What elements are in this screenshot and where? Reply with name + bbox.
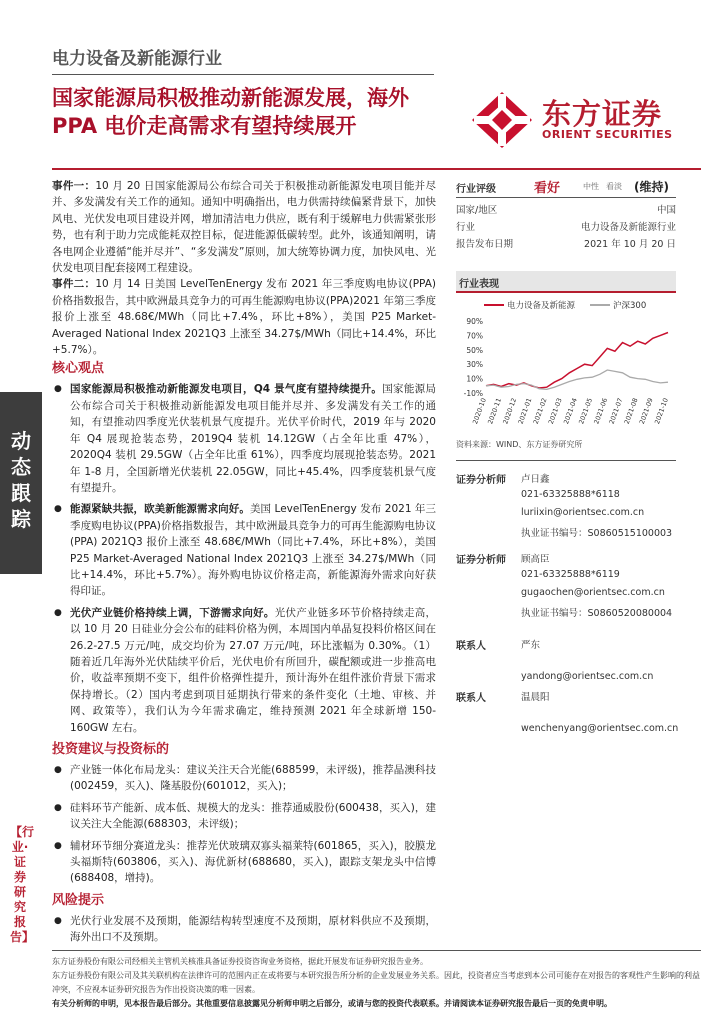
x-tick-label: 2021-05 <box>577 396 595 426</box>
footer-line-3: 有关分析师的申明，见本报告最后部分。其他重要信息披露见分析师申明之后部分，或请与您的投资代表联系。并请阅读本证券研究报告最后一页的免责申明。 <box>52 999 612 1008</box>
investment-item-2: ● 硅料环节产能新、成本低、规模大的龙头：推荐通威股份(600438，买入)，建议关注大全能源(688303，未评级)； <box>52 800 436 833</box>
x-tick-label: 2021-09 <box>637 396 655 426</box>
event-2: 事件二：10 月 14 日美国 LevelTenEnergy 发布 2021 年三季度购电协议(PPA)价格指数报告，其中欧洲最具竞争力的可再生能源购电协议(PPA)2021 年第三季度报价上涨至 48.68€/MWh（同比+7.4%，环比+8%），美国 P25 Market-Averaged National Index 2021Q3 上涨至 34.27$/MWh（同比+14.4%，环比+5.7%）。 <box>52 278 436 357</box>
x-tick-label: 2021-10 <box>653 396 670 426</box>
investment-item-3: ● 辅材环节细分赛道龙头：推荐光伏玻璃双寡头福莱特(601865，买入)，胶膜龙头福斯特(603806，买入)、海优新材(688680，买入)，跟踪支架龙头中信博(688408，增持)。 <box>52 838 436 887</box>
rating-bearish: 看淡 <box>606 182 622 191</box>
headline-line-2: PPA 电价走高需求有望持续展开 <box>52 114 357 138</box>
industry-performance-chart <box>456 293 676 433</box>
core-view-1: ● 国家能源局积极推动新能源发电项目，Q4 景气度有望持续提升。国家能源局公布综合司关于积极推动新能源发电项目能并尽并、多发满发有关工作的通知，有望推动四季度光伏装机景气度提升。光伏平价时代，2019 年与 2020 年 Q4 展现抢装态势，2019Q4 装机 14.12GW（占全年比重 47%），2020Q4 装机 29.5GW（占全年比重 61%），四季度均展现抢装态势。2021 年 1-8 月，全国新增光伏装机 22.05GW，同比+45.4%，四季度装机景气度有望提升。 <box>52 381 436 496</box>
contact-1: 联系人 严东 yandong@orientsec.com.cn <box>456 640 654 682</box>
event-1: 事件一：10 月 20 日国家能源局公布综合司关于积极推动新能源发电项目能并尽并、多发满发有关工作的通知。通知中明确指出，电力供需持续偏紧背景下，加快风电、光伏发电项目建设并网，增加清洁电力供应，既有利于缓解电力供需紧张形势，也有利于助力完成能耗双控目标，促进能源低碳转型。此外，该通知阐明，请各电网企业遵循“能并尽并”、“多发满发”原则，加大统筹协调力度，加快风电、光伏发电项目配套接网工程建设。 <box>52 180 437 275</box>
chart-source: 资料来源：WIND、东方证券研究所 <box>456 440 583 449</box>
investment-item-1: ● 产业链一体化布局龙头：建议关注天合光能(688599，未评级)，推荐晶澳科技(002459，买入)、隆基股份(601012，买入)； <box>52 762 436 795</box>
headline-line-1: 国家能源局积极推动新能源发展，海外 <box>52 86 409 110</box>
info-date: 报告发布日期 2021 年 10 月 20 日 <box>456 239 676 250</box>
contact-2-email[interactable]: wenchenyang@orientsec.com.cn <box>521 723 679 734</box>
analyst-2: 证券分析师 顾高臣 021-63325888*6119 gugaochen@orientsec.com.cn 执业证书编号：S0860520080004 <box>456 554 673 619</box>
info-country: 国家/地区 中国 <box>456 205 676 216</box>
x-tick-label: 2021-04 <box>562 396 579 426</box>
report-type-label: 动态跟踪 <box>11 429 31 531</box>
y-tick-label: 10% <box>466 374 483 384</box>
x-tick-label: 2021-07 <box>607 396 625 426</box>
report-type-tab <box>0 392 42 574</box>
y-tick-label: 90% <box>466 317 483 326</box>
x-tick-label: 2021-03 <box>546 396 564 426</box>
rating-keep: (维持) <box>634 180 669 194</box>
info-industry: 行业 电力设备及新能源行业 <box>456 222 676 233</box>
y-tick-label: 70% <box>466 331 483 341</box>
x-tick-label: 2021-06 <box>592 396 610 426</box>
analyst-1-email[interactable]: luriixin@orientsec.com.cn <box>521 507 645 518</box>
header-red-bar <box>52 168 701 170</box>
legend-label-industry: 电力设备及新能源 <box>507 301 576 311</box>
analyst-2-email[interactable]: gugaochen@orientsec.com.cn <box>521 587 665 598</box>
chart-legend <box>484 300 646 311</box>
x-tick-label: 2020-10 <box>471 396 488 426</box>
rating-neutral: 中性 <box>583 182 599 191</box>
y-tick-label: 30% <box>466 360 483 370</box>
analyst-1: 证券分析师 卢日鑫 021-63325888*6118 luriixin@orientsec.com.cn 执业证书编号：S0860515100003 <box>456 474 673 539</box>
x-tick-label: 2021-08 <box>622 396 640 426</box>
y-tick-label: 50% <box>466 345 483 355</box>
x-tick-label: 2021-01 <box>516 396 534 426</box>
y-tick-label: -10% <box>463 389 483 398</box>
contact-2: 联系人 温晨阳 wenchenyang@orientsec.com.cn <box>456 692 679 734</box>
footer-line-2: 东方证券股份有限公司及其关联机构在法律许可的范围内正在或将要与本研究报告所分析的企业发展业务关系。因此，投资者应当考虑到本公司可能存在对报告的客观性产生影响的利益冲突，不应视本证券研究报告为作出投资决策的唯一因素。 <box>52 971 700 994</box>
footer-line-1: 东方证券股份有限公司经相关主管机关核准具备证券投资咨询业务资格，据此开展发布证券研究报告业务。 <box>52 957 428 966</box>
report-category-vertical: 【行业·证券研究报告】 <box>10 825 35 944</box>
logo-text-en: ORIENT SECURITIES <box>542 128 673 141</box>
footer-divider <box>52 950 701 951</box>
core-view-3: ● 光伏产业链价格持续上调，下游需求向好。光伏产业链多环节价格持续走高，以 10 月 20 日硅业分会公布的硅料价格为例，本周国内单晶复投料价格区间在 26.2-27.5 万元/吨，成交均价为 27.07 万元/吨，环比涨幅为 0.30%。（1）随着近几年海外光伏陆续平价后，光伏电价有所回升，碳配额或进一步推高电价，收益率预期不变下，组件价格弹性提升，预计海外在组件涨价背景下需求保持增长。（2）国内考虑到项目延期执行带来的条件变化（土地、审核、并网、政策等），我们认为今年需求确定，维持预测 2021 年全球新增 150-160GW 左右。 <box>52 605 436 736</box>
disclaimer-footer <box>52 955 701 1011</box>
header-divider <box>52 74 434 75</box>
rating-label: 行业评级 <box>456 184 496 195</box>
chart-title: 行业表现 <box>456 271 676 293</box>
x-tick-label: 2020-12 <box>501 396 519 426</box>
report-headline <box>52 84 432 140</box>
investment-heading: 投资建议与投资标的 <box>52 742 170 757</box>
industry-title: 电力设备及新能源行业 <box>52 49 222 69</box>
logo-mark-icon <box>470 90 534 150</box>
analyst-divider <box>456 460 676 461</box>
core-view-2: ● 能源紧缺共振，欧美新能源需求向好。美国 LevelTenEnergy 发布 2021 年三季度购电协议(PPA)价格指数报告，其中欧洲最具竞争力的可再生能源购电协议(PPA) 2021Q3 报价上涨至 48.68€/MWh（同比+7.4%，环比+8%），美国 P25 Market-Averaged National Index 2021Q3 上涨至 34.27$/MWh（同比+14.4%，环比+5.7%）。海外购电协议价格走高，新能源海外需求向好获得印证。 <box>52 501 436 599</box>
main-content <box>52 178 436 951</box>
side-panel <box>456 178 679 741</box>
legend-label-hs300: 沪深300 <box>613 301 647 311</box>
orient-securities-logo <box>470 90 700 150</box>
core-views-heading: 核心观点 <box>52 361 105 377</box>
logo-text-cn: 东方证券 <box>542 97 663 131</box>
x-tick-label: 2021-02 <box>531 396 549 426</box>
x-tick-label: 2020-11 <box>486 396 504 426</box>
series-line-hs300 <box>486 370 668 389</box>
risk-item-1: ● 光伏行业发展不及预期，能源结构转型速度不及预期，原材料供应不及预期，海外出口不及预期。 <box>52 913 436 946</box>
risk-heading: 风险提示 <box>52 892 105 908</box>
rating-row <box>456 178 676 198</box>
contact-1-email[interactable]: yandong@orientsec.com.cn <box>521 671 654 682</box>
rating-value: 看好 <box>534 181 561 196</box>
